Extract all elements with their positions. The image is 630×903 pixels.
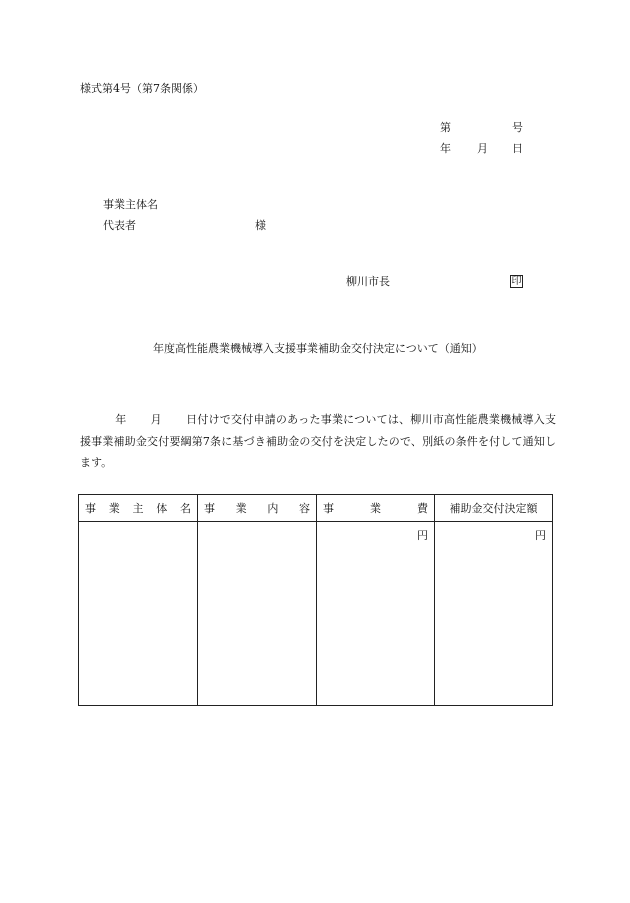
issuer-seal bbox=[510, 275, 523, 288]
grant-table bbox=[78, 494, 553, 706]
header-cost: 事 業 費 bbox=[317, 495, 435, 522]
body-month: 月 bbox=[150, 413, 162, 426]
doc-number-dai: 第 bbox=[440, 121, 451, 134]
header-content: 事 業 内 容 bbox=[198, 495, 317, 522]
date-day: 日 bbox=[512, 142, 523, 155]
body-text: 日付けで交付申請のあった事業については、柳川市高性能農業機械導入支援事業補助金交付要綱第7条に基づき補助金の交付を決定したので、別紙の条件を付して通知します。 bbox=[80, 413, 557, 469]
recipient-honorific: 様 bbox=[255, 219, 266, 232]
cell-grant-amount: 円 bbox=[435, 522, 553, 706]
recipient-entity-label: 事業主体名 bbox=[103, 198, 158, 211]
header-entity: 事 業 主 体 名 bbox=[79, 495, 198, 522]
body-paragraph bbox=[80, 409, 556, 474]
issuer-name: 柳川市長 bbox=[346, 275, 390, 288]
table-header-row bbox=[79, 495, 553, 522]
table-row bbox=[79, 522, 553, 706]
recipient-rep-label: 代表者 bbox=[103, 219, 136, 232]
seal-mark: 印 bbox=[511, 276, 522, 287]
cell-cost: 円 bbox=[317, 522, 435, 706]
document-title: 年度高性能農業機械導入支援事業補助金交付決定について（通知） bbox=[153, 342, 483, 355]
doc-number-go: 号 bbox=[512, 121, 523, 134]
cell-entity bbox=[79, 522, 198, 706]
date-year: 年 bbox=[440, 142, 451, 155]
date-month: 月 bbox=[477, 142, 488, 155]
body-year: 年 bbox=[115, 413, 127, 426]
form-label: 様式第4号（第7条関係） bbox=[80, 82, 204, 95]
header-grant-amount: 補助金交付決定額 bbox=[435, 495, 553, 522]
cell-content bbox=[198, 522, 317, 706]
